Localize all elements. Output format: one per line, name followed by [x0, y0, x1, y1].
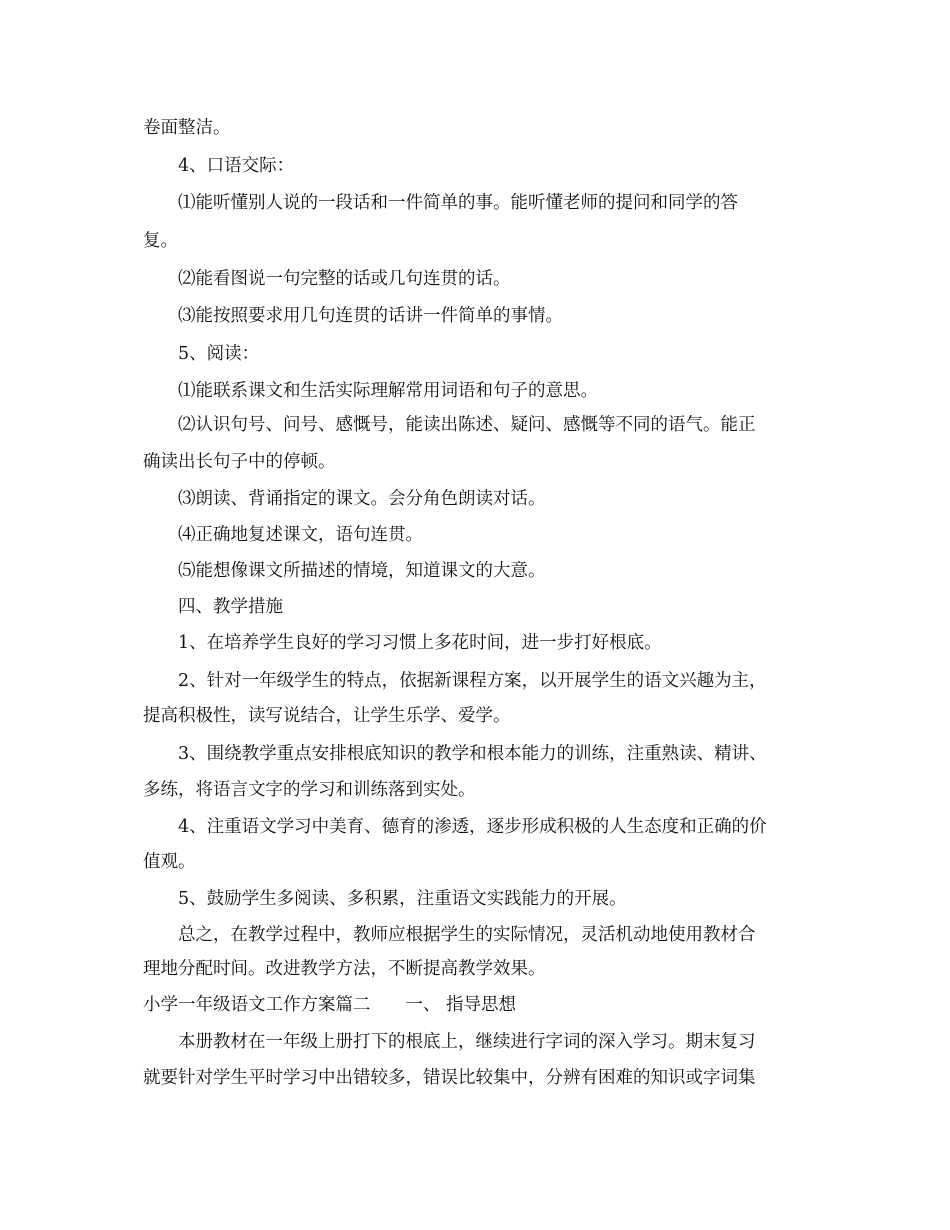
text-line: 多练，将语言文字的学习和训练落到实处。 [143, 780, 476, 800]
text-line: ⑷正确地复述课文，语句连贯。 [178, 525, 423, 545]
section-heading: 四、教学措施 [178, 597, 283, 617]
text-line: ⑴能联系课文和生活实际理解常用词语和句子的意思。 [178, 381, 598, 401]
text-line: 总之，在教学过程中，教师应根据学生的实际情况，灵活机动地使用教材合 [178, 925, 756, 945]
text-line: 确读出长句子中的停顿。 [143, 452, 336, 472]
text-line: ⑵认识句号、问号、感慨号，能读出陈述、疑问、感慨等不同的语气。能正 [178, 415, 756, 435]
text-line: ⑶能按照要求用几句连贯的话讲一件简单的事情。 [178, 306, 563, 326]
text-line: 5、鼓励学生多阅读、多积累，注重语文实践能力的开展。 [178, 889, 627, 909]
text-line: 理地分配时间。改进教学方法，不断提高教学效果。 [143, 959, 546, 979]
section-title: 小学一年级语文工作方案篇二 一、 指导思想 [143, 995, 517, 1015]
text-line: 4、注重语文学习中美育、德育的渗透，逐步形成积极的人生态度和正确的价 [178, 817, 767, 837]
section-heading: 4、口语交际： [178, 156, 295, 176]
text-line: 2、针对一年级学生的特点，依据新课程方案，以开展学生的语文兴趣为主， [178, 671, 767, 691]
text-line: 就要针对学生平时学习中出错较多，错误比较集中，分辨有困难的知识或字词集 [143, 1068, 756, 1088]
text-line: 本册教材在一年级上册打下的根底上，继续进行字词的深入学习。期末复习 [178, 1032, 756, 1052]
text-line: 3、围绕教学重点安排根底知识的教学和根本能力的训练，注重熟读、精讲、 [178, 744, 767, 764]
text-line: ⑵能看图说一句完整的话或几句连贯的话。 [178, 269, 511, 289]
text-line: 值观。 [143, 852, 196, 872]
text-line: ⑸能想像课文所描述的情境，知道课文的大意。 [178, 561, 546, 581]
text-line: 提高积极性，读写说结合，让学生乐学、爱学。 [143, 706, 511, 726]
text-line: 复。 [143, 231, 178, 251]
text-line: ⑴能听懂别人说的一段话和一件简单的事。能听懂老师的提问和同学的答 [178, 193, 738, 213]
text-line: 1、在培养学生良好的学习习惯上多花时间，进一步打好根底。 [178, 633, 662, 653]
text-line: 卷面整洁。 [143, 118, 231, 138]
section-heading: 5、阅读： [178, 344, 260, 364]
text-line: ⑶朗读、背诵指定的课文。会分角色朗读对话。 [178, 489, 546, 509]
